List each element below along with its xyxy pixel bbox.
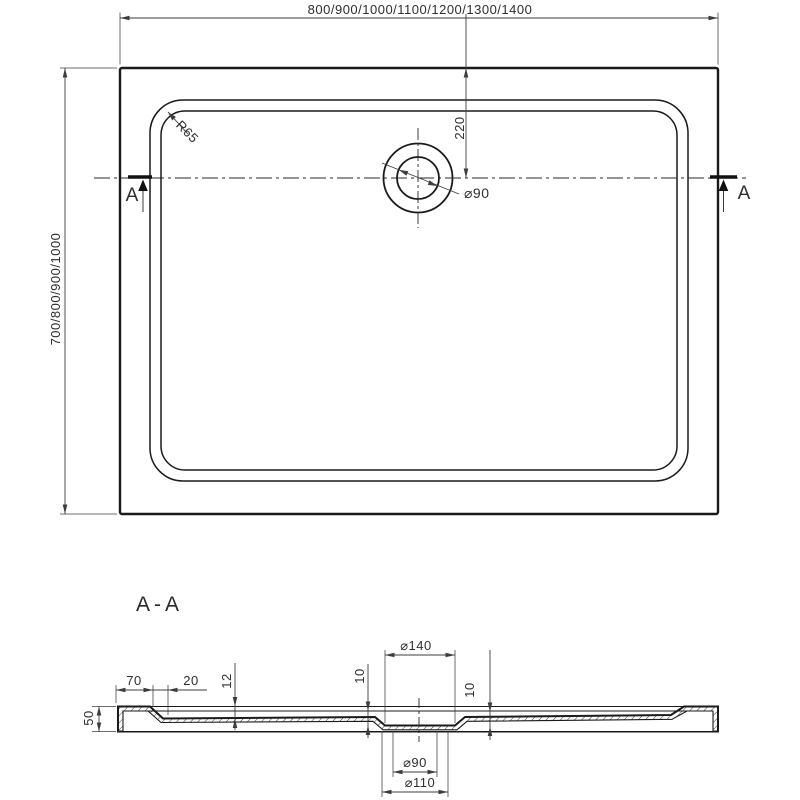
drain-hole-diameter-dimension xyxy=(393,731,437,777)
drain-body-diameter-label: ⌀110 xyxy=(404,775,436,790)
height-dimension xyxy=(60,68,117,514)
tray-outer-edge xyxy=(120,68,718,514)
drain-flange-diameter-dimension xyxy=(385,650,455,723)
flange-width-label: 70 xyxy=(126,673,142,688)
drain-hole-diameter-label: ⌀90 xyxy=(403,755,427,770)
height-dimension-label: 700/800/900/1000 xyxy=(48,232,63,346)
drain-diameter-label: ⌀90 xyxy=(464,185,490,201)
recess-depth-left-label: 10 xyxy=(352,668,367,684)
top-view xyxy=(60,13,746,515)
drain-offset-label: 220 xyxy=(452,116,467,140)
section-letter-right: A xyxy=(737,183,751,204)
flange-slope-label: 20 xyxy=(183,673,199,688)
basin-depth-label: 12 xyxy=(219,673,234,689)
section-letter-left: A xyxy=(125,185,139,206)
drain-flange-diameter-label: ⌀140 xyxy=(400,638,432,653)
recess-depth-right-label: 10 xyxy=(462,682,477,698)
width-dimension-label: 800/900/1000/1100/1200/1300/1400 xyxy=(307,2,533,17)
corner-radius-label: R65 xyxy=(173,117,202,146)
section-title: A-A xyxy=(136,593,184,616)
width-dimension xyxy=(120,13,718,65)
tray-height-label: 50 xyxy=(81,710,96,726)
